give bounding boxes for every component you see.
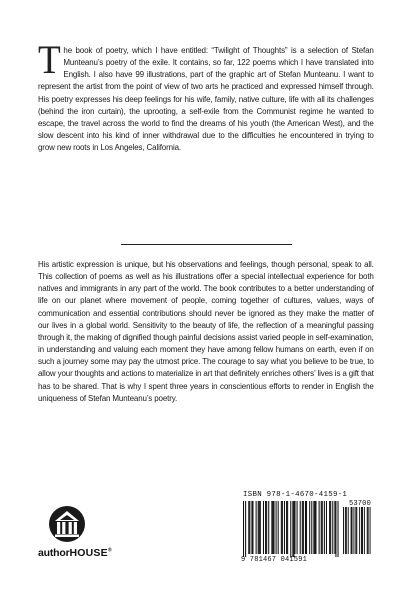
intro-paragraph [38, 37, 374, 153]
price-code: 53700 [348, 500, 371, 508]
second-paragraph: His artistic expression is unique, but his observations and feelings, though personal, speak to all. This collection of poems as well as his illustrations offer a special intellectual experience for both natives and immigrants in any part of the world. The book contributes to a better understanding of life on our planet where movement of people, coming together of cultures, values, ways of communication and essential contributions should never be ignored as they make the matter of our lives in a global world. Sensitivity to the beauty of life, the reflection of a meaningful passing through it, the making of dignified though painful decisions assist varied people in self-examination, in understanding and valuing each moment they have among fellow humans on earth, even if on such a journey some may pay the utmost price. The courage to say what you believe to be true, to allow your thoughts and actions to materialize in art that definitely enriches others’ lives is a gift that has to be shared. That is why I spent three years in conscientious efforts to render in English the uniqueness of Stefan Munteanu’s poetry. [38, 259, 374, 403]
isbn-barcode-block [241, 491, 374, 569]
isbn-label: ISBN 978-1-4670-4159-1 [243, 491, 348, 499]
publisher-logo [38, 505, 118, 565]
intro-paragraph-text: he book of poetry, which I have entitled: “Twilight of Thoughts” is a selection of Stefan Munteanu’s poetry of the exile. It contains, so far, 122 poems which I have translated into English. I also have 99 illustrations, part of the graphic art of Stefan Munteanu. I want to represent the artist from the point of view of two arts he practiced and expressed himself through. His poetry expresses his deep feelings for his wife, family, native culture, life with all its challenges (behind the iron curtain), the uprooting, a self-exile from the Communist regime he wanted to escape, the travel across the world to find the dreams of his youth (the American West), and the slow descent into his kind of inner withdrawal due to the difficulties he encountered in trying to grow new roots in Los Angeles, California. [38, 45, 374, 153]
authorhouse-logo-icon [48, 505, 86, 543]
section-divider [121, 244, 292, 245]
publisher-name: authorHOUSE® [38, 547, 112, 559]
barcode-image [241, 501, 374, 557]
drop-cap-letter: T [38, 37, 61, 82]
barcode-digits: 9 781467 041591 [241, 556, 308, 564]
